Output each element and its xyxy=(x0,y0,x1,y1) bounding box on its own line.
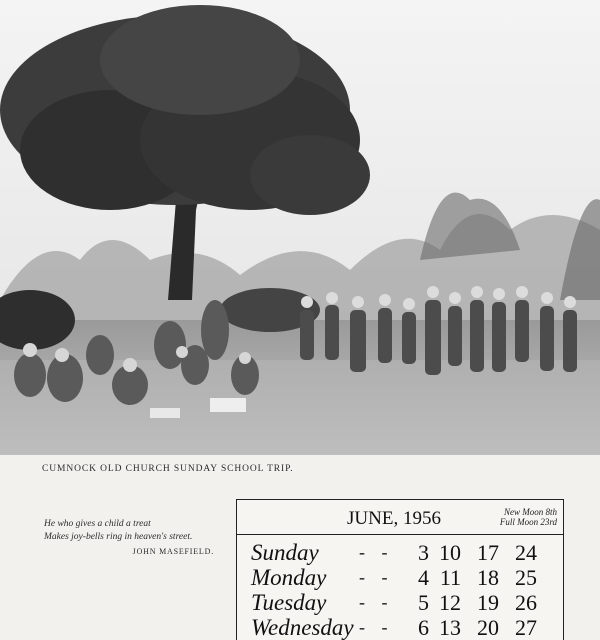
day-dash: - - xyxy=(359,617,394,637)
date-cell: 17 xyxy=(477,540,499,565)
full-moon: Full Moon 23rd xyxy=(499,517,557,527)
date-cell: 27 xyxy=(515,615,537,640)
quote-author: JOHN MASEFIELD. xyxy=(132,547,214,556)
date-cell: 6 xyxy=(418,615,429,640)
date-cell: 18 xyxy=(477,565,499,590)
photo-caption: CUMNOCK OLD CHURCH SUNDAY SCHOOL TRIP. xyxy=(42,464,294,474)
date-cell: 12 xyxy=(439,590,461,615)
date-cell: 25 xyxy=(515,565,537,590)
calendar-row-tuesday xyxy=(251,590,561,616)
calendar-row-sunday xyxy=(251,540,561,566)
new-moon: New Moon 8th xyxy=(504,507,557,517)
date-cell: 3 xyxy=(418,540,429,565)
date-cell: 13 xyxy=(439,615,461,640)
day-dash: - - xyxy=(359,567,394,587)
date-cell: 11 xyxy=(439,565,461,590)
day-dash: - - xyxy=(359,542,394,562)
date-cell: 20 xyxy=(477,615,499,640)
calendar-month: JUNE, 1956 xyxy=(347,508,441,529)
quote-line-1: He who gives a child a treat xyxy=(44,519,151,529)
date-cell: 19 xyxy=(477,590,499,615)
day-dash: - - xyxy=(359,592,394,612)
day-name: Wednesday xyxy=(251,615,354,640)
calendar-header xyxy=(237,500,563,535)
date-cell: 5 xyxy=(418,590,429,615)
calendar xyxy=(236,499,564,640)
date-cell: 10 xyxy=(439,540,461,565)
day-name: Monday xyxy=(251,565,327,590)
date-cell: 4 xyxy=(418,565,429,590)
day-name: Sunday xyxy=(251,540,319,565)
quote xyxy=(44,518,214,558)
quote-line-2: Makes joy-bells ring in heaven's street. xyxy=(44,532,193,542)
calendar-row-wednesday xyxy=(251,615,561,640)
calendar-row-monday xyxy=(251,565,561,591)
date-cell: 26 xyxy=(515,590,537,615)
moon-phases xyxy=(500,507,557,527)
date-cell: 24 xyxy=(515,540,537,565)
day-name: Tuesday xyxy=(251,590,327,615)
